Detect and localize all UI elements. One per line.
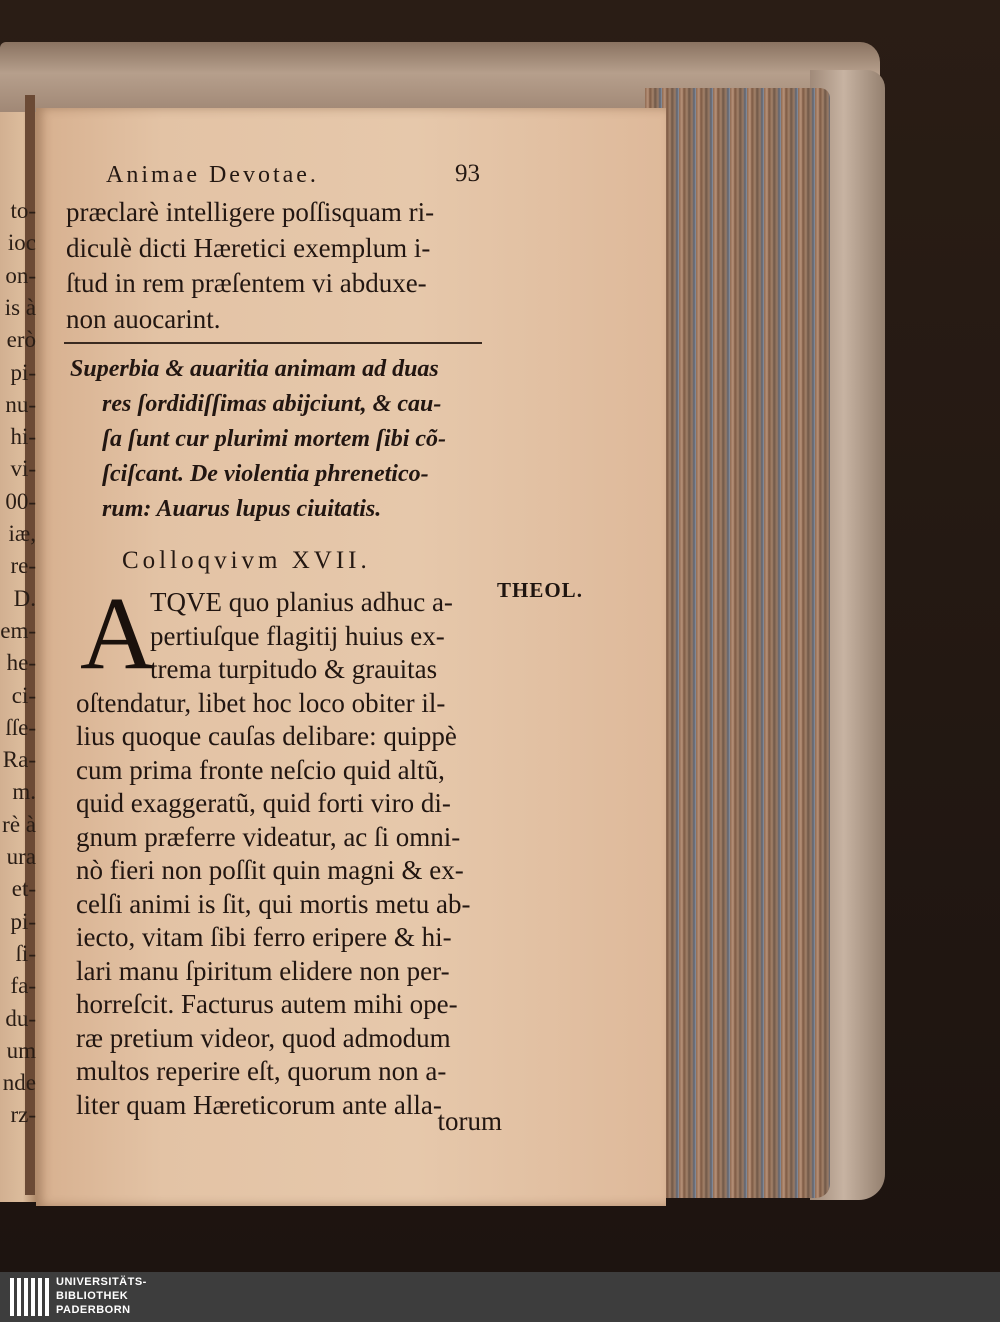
text-line: ſtud in rem præſentem vi abduxe- <box>66 268 427 298</box>
section-rule <box>64 342 482 344</box>
text-line: pertiuſque flagitij huius ex- <box>150 620 445 651</box>
left-page-fragment: erò <box>6 327 36 353</box>
page-number: 93 <box>455 160 480 187</box>
colloquium-heading: Colloqvivm XVII. <box>122 547 371 574</box>
left-page-fragment: ſi- <box>15 940 36 966</box>
text-line: cum prima fronte neſcio quid altũ, <box>76 754 445 785</box>
text-line: horreſcit. Facturus autem mihi ope- <box>76 989 458 1019</box>
library-logo-icon <box>10 1278 52 1316</box>
left-page-fragment: rè à <box>2 811 36 837</box>
left-page-fragment: um <box>6 1037 36 1063</box>
library-name-line3: PADERBORN <box>56 1304 131 1316</box>
text-line: gnum præferre videatur, ac ſi omni- <box>76 821 461 852</box>
text-line: nò fieri non poſſit quin magni & ex- <box>76 855 464 885</box>
left-page-fragment: pi- <box>10 359 36 385</box>
left-page-fragment: fa- <box>10 973 36 999</box>
summary-line: Superbia & auaritia animam ad duas <box>70 356 439 382</box>
left-page-fragment: vi- <box>10 456 36 482</box>
text-line: præclarè intelligere poſſisquam ri- <box>66 197 435 227</box>
library-footer <box>0 1272 1000 1322</box>
summary-line: res ſordidiſſimas abijciunt, & cau- <box>102 391 442 417</box>
text-line: non auocarint. <box>66 303 221 334</box>
text-line: iecto, vitam ſibi ferro eripere & hi- <box>76 922 452 952</box>
summary-line: rum: Auarus lupus ciuitatis. <box>102 496 382 522</box>
left-page-fragment: Ra- <box>2 747 36 773</box>
margin-note: THEOL. <box>497 578 583 602</box>
text-line: lari manu ſpiritum elidere non per- <box>76 955 450 986</box>
text-line: quid exaggeratũ, quid forti viro di- <box>76 788 451 818</box>
left-page-fragment: is à <box>4 294 36 320</box>
left-page-fragment: nde <box>2 1070 36 1096</box>
book-fore-edge <box>645 88 830 1198</box>
left-page-fragment: rz- <box>10 1102 36 1128</box>
library-name-line2: BIBLIOTHEK <box>56 1290 129 1302</box>
text-line: lius quoque cauſas delibare: quippè <box>76 721 457 751</box>
left-page-fragment: du- <box>5 1005 36 1031</box>
left-page-fragment: on- <box>5 262 36 288</box>
text-line: oſtendatur, libet hoc loco obiter il- <box>76 687 446 718</box>
left-page-fragment: hi- <box>10 424 36 450</box>
drop-cap-initial: A <box>80 576 156 691</box>
left-page-fragment: et- <box>11 876 36 902</box>
left-page-fragment: ſſe- <box>5 714 36 740</box>
left-page-fragment: he- <box>6 650 36 676</box>
catchword: torum <box>437 1106 502 1136</box>
text-line: multos reperire eſt, quorum non a- <box>76 1056 447 1086</box>
summary-line: ſa ſunt cur plurimi mortem ſibi cõ- <box>102 426 447 452</box>
text-line: diculè dicti Hæretici exemplum i- <box>66 232 431 263</box>
text-line: TQVE quo planius adhuc a- <box>150 587 453 617</box>
left-page-fragment: nu- <box>5 391 36 417</box>
left-page-fragment: pi- <box>10 908 36 934</box>
text-line: liter quam Hæreticorum ante alla- <box>76 1089 442 1120</box>
running-head: Animae Devotae. <box>106 162 319 188</box>
left-page-fragment: m. <box>12 779 36 805</box>
left-page-fragment: re- <box>10 553 36 579</box>
left-page-fragment: ci- <box>11 682 36 708</box>
text-line: ræ pretium videor, quod admodum <box>76 1022 451 1053</box>
left-page-fragment: D. <box>13 585 36 611</box>
text-line: trema turpitudo & grauitas <box>150 654 438 684</box>
left-page-fragment: em- <box>0 617 36 643</box>
left-page-fragment: iæ, <box>8 521 36 546</box>
left-page-fragment: to- <box>10 198 36 223</box>
text-line: celſi animi is ſit, qui mortis metu ab- <box>76 888 471 919</box>
left-page-fragment: ioc <box>7 230 36 256</box>
left-page-fragment: ura <box>6 844 36 869</box>
summary-line: ſciſcant. De violentia phrenetico- <box>102 461 429 487</box>
library-name-line1: UNIVERSITÄTS- <box>56 1276 147 1288</box>
left-page-fragment: 00- <box>5 488 36 514</box>
